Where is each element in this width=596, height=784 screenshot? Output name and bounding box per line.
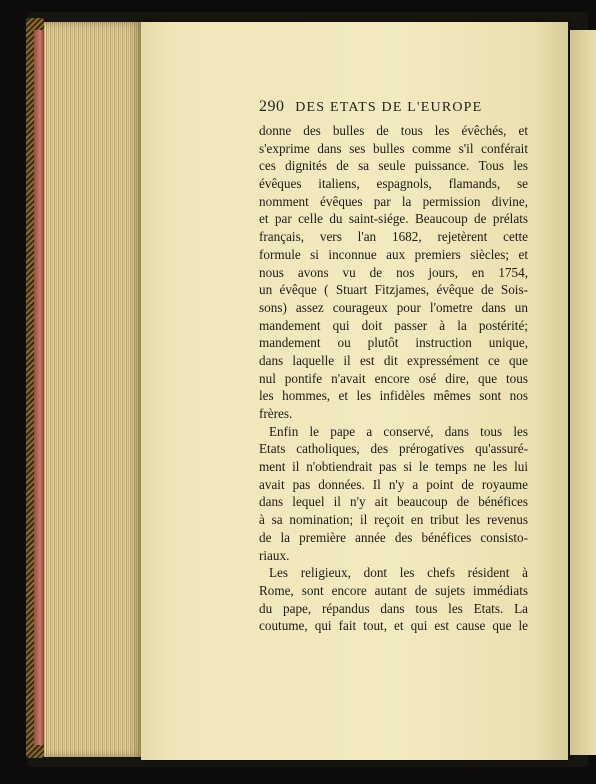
- text-line: évêques italiens, espagnols, flamands, se: [259, 176, 528, 192]
- text-line: donne des bulles de tous les évêchés, et: [259, 123, 528, 138]
- running-title: DES ETATS DE L'EUROPE: [295, 100, 483, 115]
- facing-page-edge: [570, 30, 596, 755]
- text-line: avait pas données. Il n'y a point de royaume: [259, 476, 528, 492]
- text-line: mandement qui doit passer à la postérité;: [259, 317, 528, 333]
- paragraph: [259, 564, 528, 635]
- page-body: [259, 122, 528, 635]
- text-line: sons) assez courageux pour l'ometre dans un: [259, 299, 528, 315]
- text-line: s'exprime dans ses bulles comme s'il conférait: [259, 140, 528, 156]
- text-line: un évêque ( Stuart Fitzjames, évêque de Sois-: [259, 282, 528, 298]
- text-line: et par celle du saint-siége. Beaucoup de prélats: [259, 211, 528, 227]
- page-number: 290: [259, 98, 285, 115]
- text-line: dans laquelle il est dit expressément ce que: [259, 352, 528, 368]
- text-line: nomment évêques par la permission divine,: [259, 193, 528, 209]
- text-line: Enfin le pape a conservé, dans tous les: [269, 423, 528, 439]
- text-line: coutume, qui fait tout, et qui est cause que le: [259, 618, 528, 634]
- text-line: de la première année des bénéfices consisto-: [259, 529, 528, 545]
- text-line: Rome, sont encore autant de sujets immédiats: [259, 582, 528, 598]
- text-line: les hommes, et les infidèles mêmes sont nos: [259, 388, 528, 404]
- running-header: [259, 98, 499, 116]
- paragraph: [259, 122, 528, 423]
- text-line: à sa nomination; il reçoit en tribut les revenus: [259, 512, 528, 528]
- text-line: formule si inconnue aux premiers siècles; et: [259, 246, 528, 262]
- text-line: du pape, répandus dans tous les Etats. La: [259, 600, 528, 616]
- text-line: Les religieux, dont les chefs résident à: [269, 565, 528, 581]
- text-line: nous avons vu de nos jours, en 1754,: [259, 264, 528, 280]
- text-line: riaux.: [259, 547, 290, 563]
- text-line: nul pontife n'avait encore osé dire, que tous: [259, 370, 528, 386]
- paragraph: [259, 423, 528, 565]
- text-line: ces dignités de sa seule puissance. Tous les: [259, 158, 528, 174]
- red-endpaper-band: [34, 30, 44, 745]
- text-line: frères.: [259, 406, 293, 421]
- text-line: Etats catholiques, des prérogatives qu'assuré-: [259, 441, 528, 457]
- text-line: ment il n'obtiendrait pas si le temps ne les lui: [259, 459, 528, 475]
- text-line: français, vers l'an 1682, rejetèrent cette: [259, 229, 528, 245]
- page-block-edge: [44, 22, 142, 757]
- text-line: mandement ou plutôt instruction unique,: [259, 335, 528, 351]
- text-line: dans lequel il n'y ait beaucoup de bénéfices: [259, 494, 528, 510]
